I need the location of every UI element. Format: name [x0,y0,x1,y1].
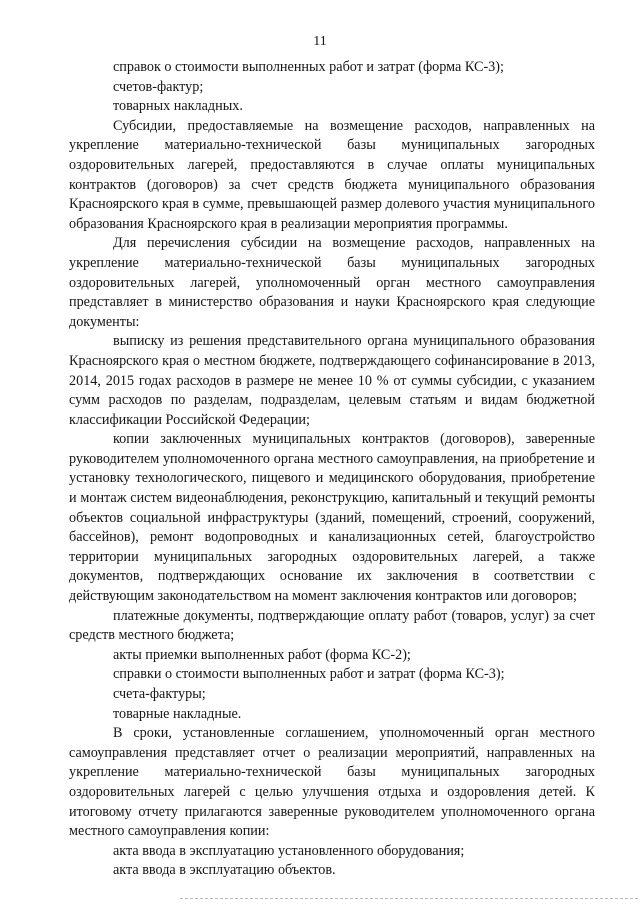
paragraph: платежные документы, подтверждающие оплату работ (товаров, услуг) за счет средств местного бюджета; [69,607,595,644]
list-item: акты приемки выполненных работ (форма КС-2); [113,646,411,663]
paragraph: копии заключенных муниципальных контрактов (договоров), заверенные руководителем уполномоченного органа местного самоуправления, на приобретение и установку технологического, пищевого и медицинского оборудования, приобретение и монтаж систем видеонаблюдения, реконструкцию, капитальный и текущий ремонты объектов социальной инфраструктуры (зданий, помещений, строений, сооружений, бассейнов), ремонт водопроводных и канализационных сетей, благоустройство территории муниципальных загородных оздоровительных лагерей, а также документов, подтверждающих основание их заключения в соответствии с действующим законодательством на момент заключения контрактов или договоров; [69,431,595,605]
document-body [69,58,595,881]
paragraph: Для перечисления субсидии на возмещение расходов, направленных на укрепление материально-технической базы муниципальных загородных оздоровительных лагерей, уполномоченный орган местного самоуправления представляет в министерство образования и науки Красноярского края следующие документы: [69,235,595,330]
paragraph: Субсидии, предоставляемые на возмещение расходов, направленных на укрепление материально-технической базы муниципальных загородных оздоровительных лагерей, предоставляются в случае оплаты муниципальных контрактов (договоров) за счет средств бюджета муниципального образования Красноярского края в сумме, превышающей размер долевого участия муниципального образования Красноярского края в реализации мероприятия программы. [69,117,595,232]
scan-edge-artifact [180,898,640,899]
page-number: 11 [313,34,327,49]
list-item: счета-фактуры; [113,686,206,702]
list-item: акта ввода в эксплуатацию объектов. [113,862,336,879]
paragraph: выписку из решения представительного органа муниципального образования Красноярского края о местном бюджете, подтверждающего софинансирование в 2013, 2014, 2015 годах расходов в размере не менее 10 % от суммы субсидии, с указанием сумм расходов по разделам, подразделам, целевым статьям и видам бюджетной классификации Российской Федерации; [69,333,595,428]
list-item: счетов-фактур; [113,78,204,95]
list-item: товарных накладных. [113,98,243,115]
list-item: акта ввода в эксплуатацию установленного оборудования; [113,842,465,859]
paragraph: В сроки, установленные соглашением, уполномоченный орган местного самоуправления представляет отчет о реализации мероприятий, направленных на укрепление материально-технической базы муниципальных загородных оздоровительных лагерей с целью улучшения отдыха и оздоровления детей. К итоговому отчету прилагаются заверенные руководителем уполномоченного органа местного самоуправления копии: [69,725,595,840]
list-item: товарные накладные. [113,705,242,722]
list-item: справок о стоимости выполненных работ и затрат (форма КС-3); [113,59,504,75]
list-item: справки о стоимости выполненных работ и затрат (форма КС-3); [113,666,505,683]
